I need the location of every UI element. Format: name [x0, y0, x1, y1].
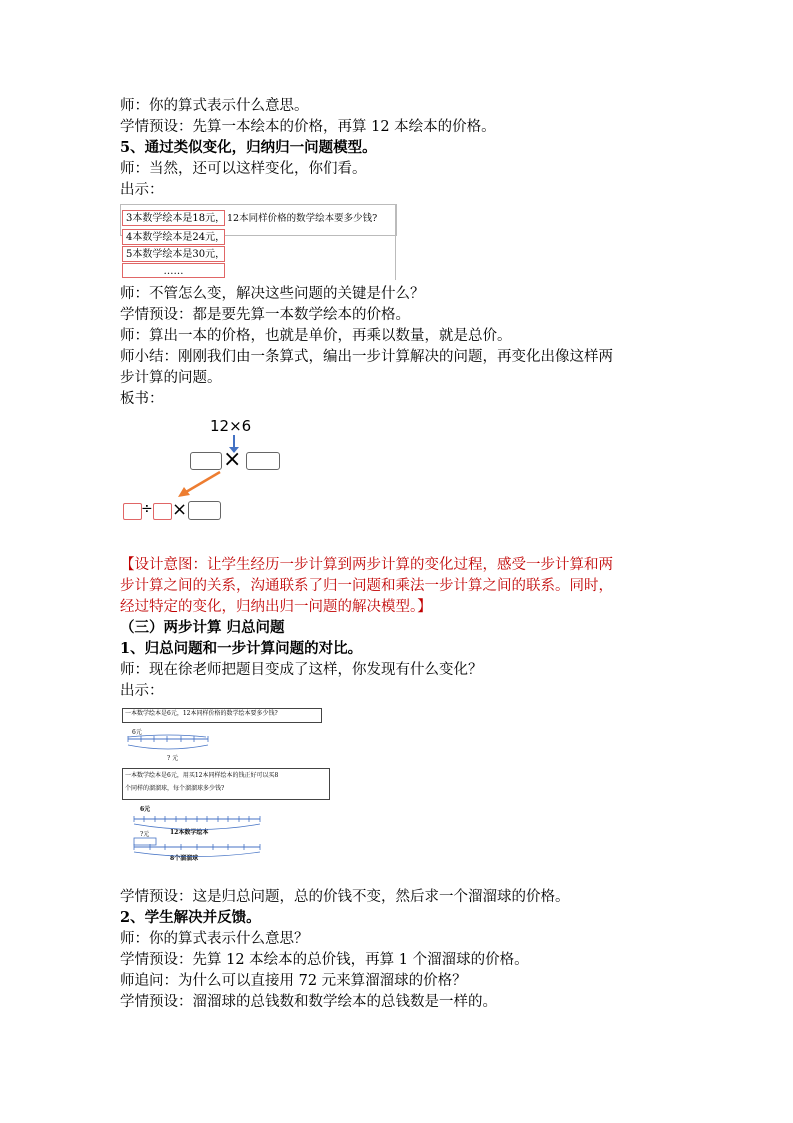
- section-heading: 5、通过类似变化，归纳归一问题模型。: [120, 139, 377, 156]
- dialogue-line: 师：当然，还可以这样变化，你们看。: [120, 161, 367, 177]
- blank-box: [123, 503, 142, 520]
- multiply-sign: ×: [223, 447, 242, 472]
- figure-examples: [120, 204, 397, 280]
- dialogue-line: 师小结：刚刚我们由一条算式，编出一步计算解决的问题，再变化出像这样两: [120, 349, 613, 365]
- dialogue-line: 师：你的算式表示什么意思。: [120, 98, 309, 114]
- bar-label: ? 元: [167, 755, 179, 762]
- bar-label: 12本数学绘本: [170, 829, 209, 836]
- dialogue-line: 师：算出一本的价格，也就是单价，再乘以数量，就是总价。: [120, 328, 512, 344]
- bar-label: 6元: [140, 806, 151, 813]
- dialogue-line: 学情预设：这是归总问题，总的价钱不变，然后求一个溜溜球的价格。: [120, 889, 570, 905]
- example-item: 5本数学绘本是30元，: [122, 246, 225, 262]
- blank-box: [246, 452, 280, 470]
- section-heading: （三）两步计算 归总问题: [120, 619, 285, 636]
- multiply-sign: ×: [172, 499, 188, 520]
- board-diagram: [120, 415, 290, 525]
- segment-bars: [120, 705, 335, 865]
- dialogue-line: 步计算的问题。: [120, 370, 222, 386]
- blank-box: [153, 503, 172, 520]
- blank-box: [188, 501, 221, 520]
- dialogue-line: 出示：: [120, 182, 164, 198]
- bar-label: ?元: [140, 831, 150, 838]
- dialogue-line: 师追问：为什么可以直接用 72 元来算溜溜球的价格？: [120, 973, 467, 989]
- dialogue-line: 学情预设：先算一本绘本的价格，再算 12 本绘本的价格。: [120, 119, 496, 135]
- example-item: ……: [122, 263, 225, 278]
- board-expression: 12×6: [210, 417, 252, 435]
- bar-label: 6元: [132, 729, 142, 736]
- problem-two-line: 个同样的溜溜球，每个溜溜球多少钱?: [125, 785, 225, 792]
- section-heading: 2、学生解决并反馈。: [120, 909, 261, 926]
- blank-box: [190, 452, 222, 470]
- figure-comparison: [120, 705, 335, 865]
- design-intent: 步计算之间的关系，沟通联系了归一问题和乘法一步计算之间的联系。同时，: [120, 578, 613, 594]
- dialogue-line: 学情预设：都是要先算一本数学绘本的价格。: [120, 307, 410, 323]
- design-intent: 【设计意图：让学生经历一步计算到两步计算的变化过程，感受一步计算和两: [120, 557, 613, 573]
- problem-one: 一本数学绘本是6元，12本同样价格的数学绘本要多少钱?: [125, 710, 278, 717]
- dialogue-line: 出示：: [120, 683, 164, 699]
- dialogue-line: 师：不管怎么变，解决这些问题的关键是什么？: [120, 286, 425, 302]
- dialogue-line: 师：现在徐老师把题目变成了这样，你发现有什么变化？: [120, 662, 483, 678]
- bar-label: 8个溜溜球: [170, 855, 199, 862]
- example-question: 12本同样价格的数学绘本要多少钱?: [227, 213, 378, 224]
- problem-two-line: 一本数学绘本是6元，用买12本同样绘本的钱正好可以买8: [125, 772, 279, 779]
- design-intent: 经过特定的变化，归纳出归一问题的解决模型。】: [120, 599, 432, 615]
- example-item: 4本数学绘本是24元，: [122, 229, 225, 245]
- divide-sign: ÷: [141, 501, 153, 517]
- dialogue-line: 板书：: [120, 391, 164, 407]
- dialogue-line: 学情预设：溜溜球的总钱数和数学绘本的总钱数是一样的。: [120, 994, 497, 1010]
- section-heading: 1、归总问题和一步计算问题的对比。: [120, 640, 363, 657]
- dialogue-line: 学情预设：先算 12 本绘本的总价钱，再算 1 个溜溜球的价格。: [120, 952, 529, 968]
- example-item: 3本数学绘本是18元，: [122, 210, 225, 226]
- dialogue-line: 师：你的算式表示什么意思？: [120, 931, 309, 947]
